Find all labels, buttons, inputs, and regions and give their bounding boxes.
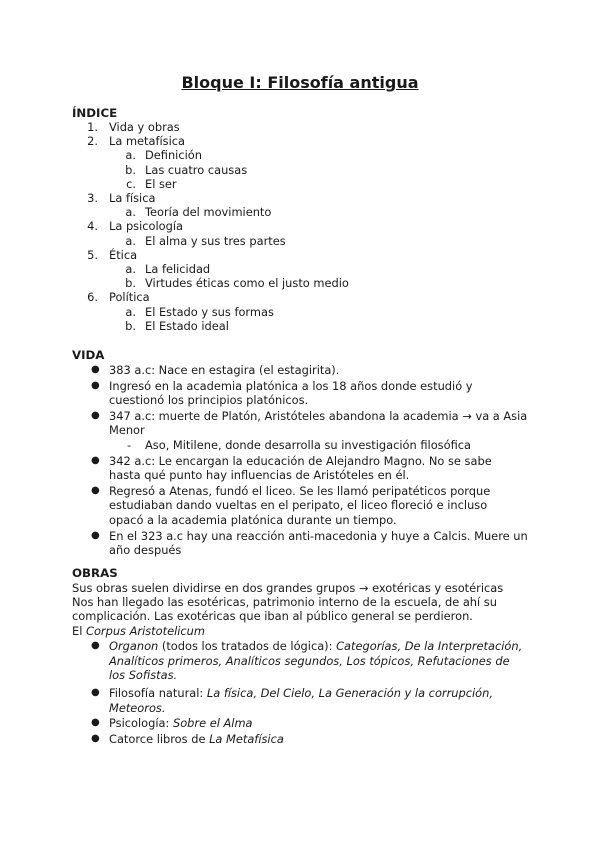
indice-subitem-label: El Estado ideal <box>145 318 229 333</box>
vida-bullet-line: año después <box>109 543 182 557</box>
vida-bullet-line: 347 a.c: muerte de Platón, Aristóteles abandona la academia → va a Asia <box>109 408 528 423</box>
obras-bullet-metafisica <box>109 732 284 746</box>
bullet-icon: ● <box>91 529 100 541</box>
bullet-icon: ● <box>91 687 100 698</box>
organon-works-line: los Sofistas. <box>109 668 178 682</box>
indice-item-number: 6. <box>87 290 98 305</box>
indice-subitem-letter: c. <box>126 176 136 191</box>
vida-bullet-line: cuestionó los principios platónicos. <box>109 393 309 408</box>
psicologia-label: Psicología: <box>109 716 173 730</box>
indice-subitem-label: Las cuatro causas <box>145 162 248 177</box>
indice-subitem-letter: a. <box>125 205 136 220</box>
page-title: Bloque I: Filosofía antigua <box>181 73 419 92</box>
vida-bullet-line: Menor <box>109 423 145 438</box>
indice-item-number: 4. <box>87 219 98 234</box>
organon-works: Categorías, De la Interpretación, <box>336 639 523 653</box>
obras-bullet-organon <box>109 639 522 653</box>
vida-heading: VIDA <box>72 348 105 362</box>
indice-subitem-letter: a. <box>125 233 136 248</box>
corpus-title: Corpus Aristotelicum <box>85 624 205 638</box>
filosofia-natural-label: Filosofía natural: <box>109 686 207 700</box>
bullet-icon: ● <box>91 484 100 496</box>
indice-subitem-label: Virtudes éticas como el justo medio <box>145 276 349 291</box>
indice-subitem-letter: a. <box>125 304 136 319</box>
vida-bullet-line: En el 323 a.c hay una reacción anti-macedonia y huye a Calcis. Muere un <box>109 528 528 543</box>
indice-subitem-letter: b. <box>125 318 136 333</box>
indice-item-number: 3. <box>87 191 98 205</box>
vida-bullet-line: Ingresó en la academia platónica a los 18 años donde estudió y <box>109 378 473 393</box>
bullet-icon: ● <box>91 364 100 375</box>
psicologia-work: Sobre el Alma <box>172 716 253 730</box>
indice-item-number: 5. <box>87 247 98 262</box>
metafisica-label: Catorce libros de <box>109 732 210 746</box>
indice-item-label: La física <box>109 191 156 205</box>
vida-bullet-line: 383 a.c: Nace en estagira (el estagirita). <box>109 363 340 377</box>
indice-subitem-letter: b. <box>125 162 136 177</box>
indice-subitem-label: El Estado y sus formas <box>145 304 274 319</box>
vida-subitem: Aso, Mitilene, donde desarrolla su investigación filosófica <box>145 437 471 452</box>
obras-bullet-psicologia <box>109 716 253 730</box>
indice-item-label: La psicología <box>109 219 184 234</box>
bullet-icon: ● <box>91 640 100 651</box>
vida-bullet-line: estudiaban dando vueltas en el peripato, el liceo floreció e incluso <box>109 498 488 513</box>
filosofia-natural-works-line: Meteoros. <box>109 701 166 715</box>
obras-para-line: complicación. Las exotéricas que iban al público general se perdieron. <box>72 609 473 623</box>
bullet-icon: ● <box>91 409 100 421</box>
indice-subitem-label: Definición <box>145 148 202 163</box>
bullet-icon: ● <box>91 454 100 466</box>
indice-item-number: 2. <box>87 134 98 149</box>
indice-item-label: Vida y obras <box>109 120 180 134</box>
vida-bullet-line: 342 a.c: Le encargan la educación de Alejandro Magno. No se sabe <box>109 453 492 468</box>
indice-subitem-label: Teoría del movimiento <box>145 205 272 220</box>
bullet-icon: ● <box>91 733 100 744</box>
bullet-icon: ● <box>91 379 100 391</box>
dash-icon: - <box>127 437 132 452</box>
vida-bullet-line: opacó a la academia platónica durante un tiempo. <box>109 512 397 527</box>
metafisica-work: La Metafísica <box>209 732 284 746</box>
corpus-prefix: El <box>72 624 86 638</box>
obras-para-line: Sus obras suelen dividirse en dos grandes grupos → exotéricas y esotéricas <box>72 581 504 595</box>
indice-subitem-letter: a. <box>125 262 136 276</box>
organon-works-line: Analíticos primeros, Analíticos segundos, Los tópicos, Refutaciones de <box>109 654 510 668</box>
organon-label: Organon <box>109 639 159 653</box>
indice-subitem-label: La felicidad <box>145 262 211 276</box>
indice-subitem-label: El ser <box>145 176 177 191</box>
bullet-icon: ● <box>91 717 100 728</box>
obras-bullet-filosofia-natural <box>109 686 493 700</box>
indice-subitem-letter: b. <box>125 276 136 291</box>
indice-item-label: Ética <box>109 247 138 262</box>
indice-item-label: La metafísica <box>109 134 186 149</box>
indice-heading: ÍNDICE <box>72 106 118 120</box>
indice-subitem-letter: a. <box>125 148 136 163</box>
indice-subitem-label: El alma y sus tres partes <box>145 233 286 248</box>
obras-heading: OBRAS <box>72 566 118 580</box>
indice-item-number: 1. <box>87 120 98 134</box>
organon-desc: (todos los tratados de lógica): <box>158 639 337 653</box>
filosofia-natural-works: La física, Del Cielo, La Generación y la corrupción, <box>206 686 493 700</box>
vida-bullet-line: Regresó a Atenas, fundó el liceo. Se les llamó peripatéticos porque <box>109 483 491 498</box>
obras-para-line: Nos han llegado las esotéricas, patrimonio interno de la escuela, de ahí su <box>72 595 497 609</box>
corpus-line <box>72 624 205 638</box>
indice-item-label: Política <box>109 290 150 305</box>
vida-bullet-line: hasta qué punto hay influencias de Aristóteles en él. <box>109 468 410 483</box>
